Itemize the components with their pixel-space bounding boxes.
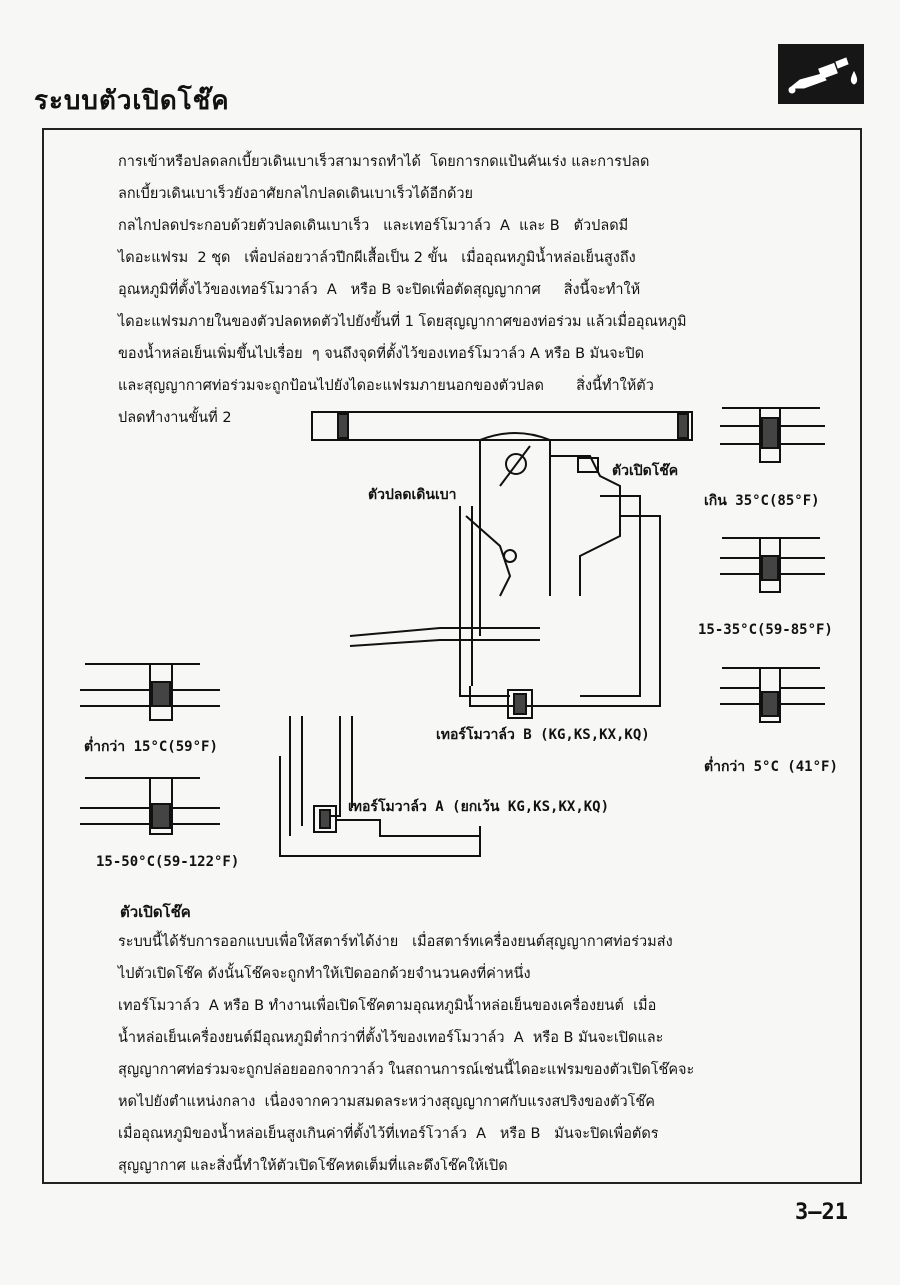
intro-line: ไดอะแฟรม 2 ชุด เพื่อปล่อยวาล์วปีกผีเสื้อเป็น 2 ขั้น เมื่ออุณหภูมิน้ำหล่อเย็นสูงถึง [118, 250, 636, 266]
section-badge [778, 44, 864, 104]
intro-line: การเข้าหรือปลดลกเบี้ยวเดินเบาเร็วสามารถทำได้ โดยการกดแป้นคันเร่ง และการปลด [118, 154, 650, 170]
choke-line: ระบบนี้ได้รับการออกแบบเพื่อให้สตาร์ทได้ง่าย เมื่อสตาร์ทเครื่องยนต์สุญญากาศท่อร่วมส่ง [118, 934, 673, 950]
choke-opener-label: ตัวเปิดโช๊ค [612, 463, 679, 479]
thermo-valve-b-label: เทอร์โมวาล์ว B (KG,KS,KX,KQ) [436, 727, 650, 743]
vacuum-manifold-pipe [312, 412, 692, 440]
valve-detail-right [720, 408, 825, 722]
choke-line: น้ำหล่อเย็นเครื่องยนต์มีอุณหภูมิต่ำกว่าที่ตั้งไว้ของเทอร์โมวาล์ว A หรือ B มันจะเปิดและ [118, 1030, 664, 1046]
choke-opener-heading: ตัวเปิดโช๊ค [120, 903, 191, 921]
temp-label-15-50: 15-50°C(59-122°F) [96, 854, 240, 870]
choke-line: ไปตัวเปิดโช๊ค ดังนั้นโช๊คจะถูกทำให้เปิดออกด้วยจำนวนคงที่ค่าหนึ่ง [118, 966, 531, 982]
page-title: ระบบตัวเปิดโช๊ค [34, 86, 230, 116]
thermo-valve-a-label: เทอร์โมวาล์ว A (ยกเว้น KG,KS,KX,KQ) [348, 799, 610, 815]
choke-line: สุญญากาศท่อร่วมจะถูกปล่อยออกจากวาล์ว ในสถานการณ์เช่นนี้ไดอะแฟรมของตัวเปิดโช๊คจะ [118, 1062, 695, 1078]
choke-line: หดไปยังตำแหน่งกลาง เนื่องจากความสมดลระหว่างสุญญากาศกับแรงสปริงของตัวโช๊ค [118, 1094, 655, 1110]
temp-label-over-35: เกิน 35°C(85°F) [704, 493, 820, 509]
carburetor-body [480, 433, 550, 636]
temp-label-below-5: ต่ำกว่า 5°C (41°F) [704, 759, 838, 775]
intro-line: ของน้ำหล่อเย็นเพิ่มขึ้นไปเรื่อย ๆ จนถึงจุดที่ตั้งไว้ของเทอร์โมวาล์ว A หรือ B มันจะปิด [118, 346, 645, 362]
choke-opener [550, 456, 620, 596]
intro-line: ลกเบี้ยวเดินเบาเร็วยังอาศัยกลไกปลดเดินเบาเร็วได้อีกด้วย [118, 186, 474, 202]
fast-idle-unloader [460, 506, 510, 646]
choke-line: เมื่ออุณหภูมิของน้ำหล่อเย็นสูงเกินค่าที่ตั้งไว้ที่เทอร์โวาล์ว A หรือ B มันจะปิดเพื่อตัดร [118, 1126, 659, 1142]
hose-lines [350, 628, 540, 646]
fuel-nozzle-icon [778, 44, 864, 104]
choke-line: เทอร์โมวาล์ว A หรือ B ทำงานเพื่อเปิดโช๊คตามอุณหภูมิน้ำหล่อเย็นของเครื่องยนต์ เมื่อ [118, 998, 657, 1014]
page-number: 3–21 [795, 1200, 848, 1225]
choke-line: สุญญากาศ และสิ่งนี้ทำให้ตัวเปิดโช๊คหดเต็มที่และดึงโช๊คให้เปิด [118, 1158, 508, 1174]
intro-line: และสุญญากาศท่อร่วมจะถูกป้อนไปยังไดอะแฟรมภายนอกของตัวปลด สิ่งนี้ทำให้ตัว [118, 378, 654, 394]
temp-label-below-15: ต่ำกว่า 15°C(59°F) [84, 739, 218, 755]
intro-line: ไดอะแฟรมภายในของตัวปลดหดตัวไปยังขั้นที่ 1 โดยสุญญากาศของท่อร่วม แล้วเมื่ออุณหภูมิ [118, 314, 687, 330]
intro-line: อุณหภูมิที่ตั้งไว้ของเทอร์โมวาล์ว A หรือ B จะปิดเพื่อตัดสุญญากาศ สิ่งนี้จะทำให้ [118, 282, 641, 298]
intro-line: ปลดทำงานขั้นที่ 2 [118, 410, 232, 426]
fast-idle-unloader-label: ตัวปลดเดินเบา [368, 487, 457, 503]
temp-label-15-35: 15-35°C(59-85°F) [698, 622, 833, 638]
intro-line: กลไกปลดประกอบด้วยตัวปลดเดินเบาเร็ว และเทอร์โมวาล์ว A และ B ตัวปลดมี [118, 218, 629, 234]
